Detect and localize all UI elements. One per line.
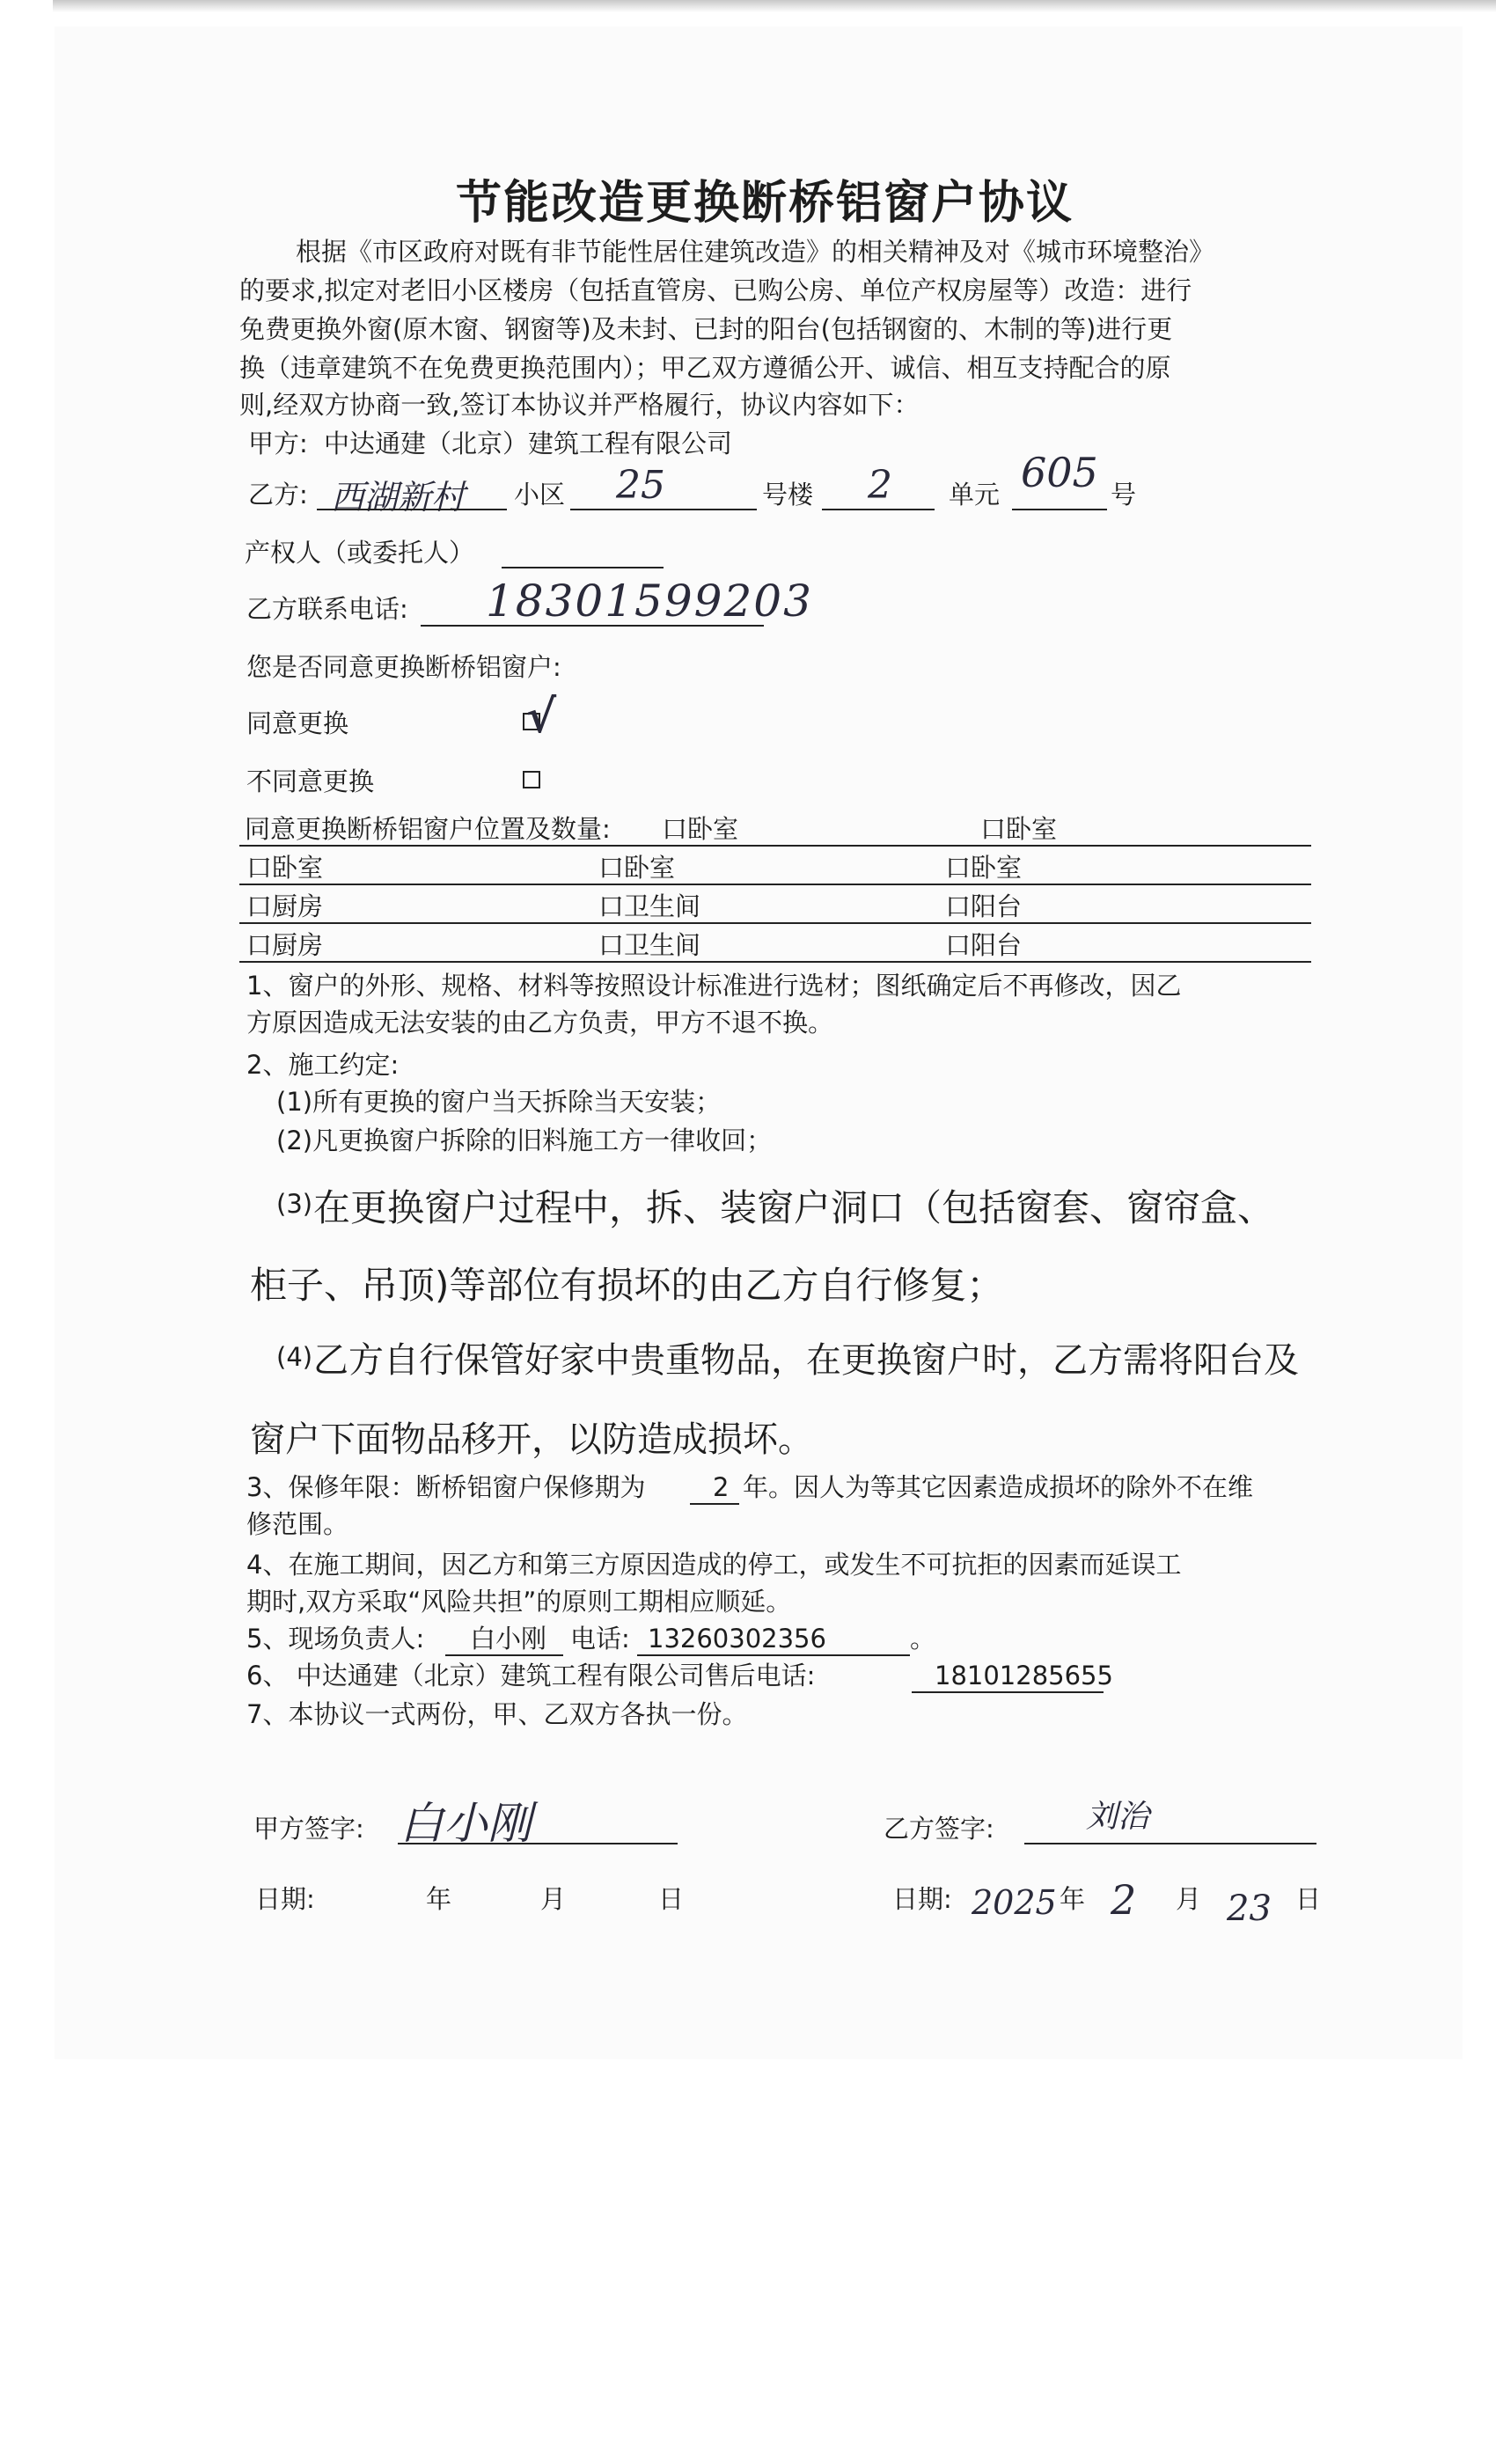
party-b-signature-label: 乙方签字:	[884, 1814, 994, 1844]
clause1-line-2: 方原因造成无法安装的由乙方负责，甲方不退不换。	[246, 1008, 834, 1038]
location-r1-c2: 口卧室	[945, 853, 1023, 883]
locations-row-line-1	[239, 884, 1311, 885]
phone-underline	[421, 625, 764, 627]
clause2-item2: (2)凡更换窗户拆除的旧料施工方一律收回；	[276, 1126, 773, 1155]
consent-question: 您是否同意更换断桥铝窗户:	[246, 652, 561, 682]
site-manager-phone-underline	[637, 1654, 910, 1656]
clause2-item3-line1: 在更换窗户过程中，拆、装窗户洞口（包括窗套、窗帘盒、	[313, 1186, 1275, 1229]
intro-line-2: 的要求,拟定对老旧小区楼房（包括直管房、已购公房、单位产权房屋等）改造：进行	[239, 275, 1192, 305]
after-sales-phone: 18101285655	[935, 1661, 1113, 1690]
party-b-date-month: 2	[1111, 1876, 1137, 1924]
owner-label: 产权人（或委托人）	[245, 538, 475, 568]
locations-row-line-0	[239, 845, 1311, 847]
party-b-date-year: 2025	[972, 1883, 1057, 1922]
locations-row-line-2	[239, 922, 1311, 924]
clause6-prefix: 6、 中达通建（北京）建筑工程有限公司售后电话:	[246, 1661, 816, 1690]
room-underline	[1012, 509, 1107, 510]
clause3-suffix: 年。因人为等其它因素造成损坏的除外不在维	[743, 1472, 1254, 1502]
intro-line-1: 根据《市区政府对既有非节能性居住建筑改造》的相关精神及对《城市环境整治》	[296, 237, 1215, 267]
party-a-signature-line	[398, 1843, 678, 1844]
clause1-line-1: 1、窗户的外形、规格、材料等按照设计标准进行选材；图纸确定后不再修改，因乙	[246, 971, 1182, 1001]
location-r1-c1: 口卧室	[598, 853, 676, 883]
community-suffix: 小区	[514, 480, 566, 510]
phone-label: 乙方联系电话:	[246, 594, 408, 624]
agree-label: 同意更换	[246, 708, 349, 738]
after-sales-phone-underline	[912, 1691, 1104, 1693]
party-a-date-day-label: 日	[658, 1884, 685, 1914]
site-manager-underline	[445, 1654, 563, 1656]
party-a-signature: 白小刚	[400, 1798, 532, 1849]
clause3-years: 2	[713, 1472, 730, 1502]
location-r2-c2: 口阳台	[945, 891, 1023, 921]
disagree-checkbox[interactable]	[523, 771, 540, 788]
unit-underline	[822, 509, 935, 510]
clause2-item4-line1: 乙方自行保管好家中贵重物品，在更换窗户时，乙方需将阳台及	[313, 1340, 1299, 1381]
party-b-date-year-label: 年	[1060, 1884, 1086, 1914]
clause5-phone-label: 电话:	[570, 1624, 630, 1654]
party-b-date-label: 日期:	[892, 1884, 952, 1914]
party-a-label: 甲方:	[248, 429, 308, 458]
party-b-signature: 刘治	[1086, 1799, 1150, 1835]
building-suffix: 号楼	[762, 480, 814, 510]
clause7: 7、本协议一式两份，甲、乙双方各执一份。	[246, 1699, 748, 1729]
phone-value: 18301599203	[486, 576, 813, 627]
clause2-item4-prefix: (4)	[276, 1342, 313, 1372]
document-title: 节能改造更换断桥铝窗户协议	[456, 177, 1074, 230]
party-b-date-day: 23	[1227, 1888, 1272, 1929]
clause3-line2: 修范围。	[246, 1509, 349, 1539]
clause4-line-2: 期时,双方采取“风险共担”的原则工期相应顺延。	[246, 1587, 792, 1617]
clause2-item3-line2: 柜子、吊顶)等部位有损坏的由乙方自行修复；	[250, 1264, 1004, 1307]
clause2-item3-prefix: (3)	[276, 1189, 313, 1219]
clause3-prefix: 3、保修年限：断桥铝窗户保修期为	[246, 1472, 646, 1502]
party-b-date-day-label: 日	[1295, 1884, 1322, 1914]
locations-label: 同意更换断桥铝窗户位置及数量:	[245, 814, 611, 844]
owner-underline	[502, 567, 664, 568]
location-r3-c1: 口卫生间	[598, 930, 701, 960]
clause5-end: 。	[910, 1624, 936, 1654]
party-a-signature-label: 甲方签字:	[253, 1814, 364, 1844]
agree-checkmark: √	[526, 690, 557, 744]
party-b-label: 乙方:	[248, 480, 308, 510]
intro-line-5: 则,经双方协商一致,签订本协议并严格履行，协议内容如下：	[239, 390, 920, 420]
intro-line-3: 免费更换外窗(原木窗、钢窗等)及未封、已封的阳台(包括钢窗的、木制的等)进行更	[239, 314, 1173, 344]
site-manager-name: 白小刚	[470, 1624, 547, 1654]
clause2-item1: (1)所有更换的窗户当天拆除当天安装；	[276, 1087, 722, 1117]
locations-row-line-3	[239, 961, 1311, 963]
location-r2-c0: 口厨房	[246, 891, 324, 921]
site-manager-phone: 13260302356	[648, 1624, 826, 1654]
location-r3-c2: 口阳台	[945, 930, 1023, 960]
location-r0-c0: 口卧室	[662, 814, 739, 844]
building-number: 25	[616, 463, 665, 508]
party-a-date-year-label: 年	[426, 1884, 452, 1914]
party-a-value: 中达通建（北京）建筑工程有限公司	[324, 429, 733, 458]
room-number: 605	[1021, 449, 1098, 496]
community-name: 西湖新村	[331, 478, 466, 517]
community-underline	[317, 509, 507, 510]
building-underline	[570, 509, 757, 510]
party-a-date-month-label: 月	[540, 1884, 567, 1914]
party-b-date-month-label: 月	[1176, 1884, 1202, 1914]
clause4-line-1: 4、在施工期间，因乙方和第三方原因造成的停工，或发生不可抗拒的因素而延误工	[246, 1550, 1182, 1580]
clause5-prefix: 5、现场负责人:	[246, 1624, 425, 1654]
location-r2-c1: 口卫生间	[598, 891, 701, 921]
clause2-heading: 2、施工约定:	[246, 1050, 400, 1080]
scan-edge	[53, 0, 1496, 12]
disagree-label: 不同意更换	[246, 766, 375, 796]
clause2-item4-line2: 窗户下面物品移开，以防造成损坏。	[250, 1419, 813, 1460]
party-b-signature-line	[1024, 1843, 1316, 1844]
location-r3-c0: 口厨房	[246, 930, 324, 960]
clause3-years-underline	[690, 1503, 739, 1505]
intro-line-4: 换（违章建筑不在免费更换范围内）；甲乙双方遵循公开、诚信、相互支持配合的原	[239, 353, 1171, 383]
location-r0-c1: 口卧室	[980, 814, 1058, 844]
room-suffix: 号	[1111, 480, 1137, 510]
unit-number: 2	[868, 463, 892, 508]
unit-suffix: 单元	[949, 480, 1001, 510]
location-r1-c0: 口卧室	[246, 853, 324, 883]
party-a-date-label: 日期:	[255, 1884, 315, 1914]
